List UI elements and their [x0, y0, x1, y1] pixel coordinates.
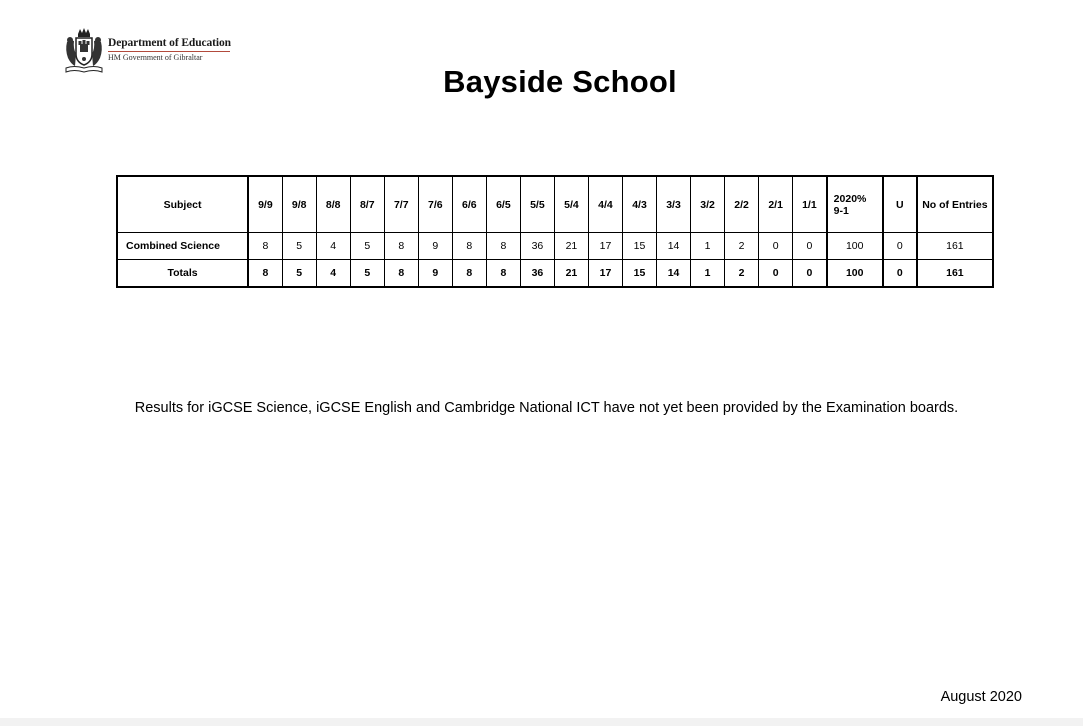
subject-cell: Combined Science [117, 233, 248, 260]
pass-percent-cell: 100 [827, 233, 883, 260]
grade-cell: 8 [384, 260, 418, 288]
grade-cell: 8 [452, 260, 486, 288]
grade-cell: 8 [486, 260, 520, 288]
pass-percent-cell: 100 [827, 260, 883, 288]
grade-cell: 8 [384, 233, 418, 260]
column-header-grade: 5/4 [554, 176, 588, 233]
grade-cell: 21 [554, 260, 588, 288]
grade-cell: 8 [248, 233, 282, 260]
column-header-grade: 9/8 [282, 176, 316, 233]
grade-cell: 8 [486, 233, 520, 260]
grade-cell: 5 [350, 260, 384, 288]
table-header-row [117, 176, 993, 233]
column-header-ungraded: U [883, 176, 917, 233]
grade-cell: 4 [316, 233, 350, 260]
column-header-grade: 9/9 [248, 176, 282, 233]
column-header-grade: 6/5 [486, 176, 520, 233]
column-header-grade: 2/2 [725, 176, 759, 233]
grade-cell: 15 [622, 233, 656, 260]
column-header-grade: 5/5 [520, 176, 554, 233]
grade-cell: 5 [282, 260, 316, 288]
grade-cell: 15 [622, 260, 656, 288]
grade-cell: 14 [657, 233, 691, 260]
grade-cell: 9 [418, 233, 452, 260]
grade-cell: 8 [248, 260, 282, 288]
column-header-subject: Subject [117, 176, 248, 233]
column-header-entries: No of Entries [917, 176, 993, 233]
pass-percent-range: 9-1 [833, 204, 849, 217]
results-table [116, 175, 994, 288]
column-header-grade: 6/6 [452, 176, 486, 233]
grade-cell: 2 [725, 233, 759, 260]
report-date: August 2020 [940, 689, 1022, 705]
entries-cell: 161 [917, 233, 993, 260]
grade-cell: 0 [759, 233, 793, 260]
grade-cell: 0 [759, 260, 793, 288]
grade-cell: 36 [520, 233, 554, 260]
logo-divider [108, 51, 230, 52]
ungraded-cell: 0 [883, 233, 917, 260]
column-header-grade: 4/3 [622, 176, 656, 233]
pass-percent-year: 2020% [833, 192, 867, 205]
results-note: Results for iGCSE Science, iGCSE English and Cambridge National ICT have not yet been provided by the Examination boards. [134, 400, 959, 416]
column-header-grade: 7/7 [384, 176, 418, 233]
entries-cell: 161 [917, 260, 993, 288]
totals-label-cell: Totals [117, 260, 248, 288]
ungraded-cell: 0 [883, 260, 917, 288]
totals-row [117, 260, 993, 288]
grade-cell: 17 [588, 233, 622, 260]
grade-cell: 1 [691, 260, 725, 288]
column-header-grade: 2/1 [759, 176, 793, 233]
grade-cell: 0 [793, 233, 827, 260]
page-title: Bayside School [443, 64, 677, 99]
grade-cell: 5 [282, 233, 316, 260]
grade-cell: 8 [452, 233, 486, 260]
grade-cell: 17 [588, 260, 622, 288]
grade-cell: 36 [520, 260, 554, 288]
grade-cell: 2 [725, 260, 759, 288]
column-header-grade: 3/3 [657, 176, 691, 233]
column-header-pass-percent [827, 176, 883, 233]
column-header-grade: 1/1 [793, 176, 827, 233]
grade-cell: 1 [691, 233, 725, 260]
grade-cell: 21 [554, 233, 588, 260]
column-header-grade: 4/4 [588, 176, 622, 233]
grade-cell: 14 [657, 260, 691, 288]
column-header-grade: 8/7 [350, 176, 384, 233]
grade-cell: 0 [793, 260, 827, 288]
department-logo-text [108, 37, 231, 62]
table-row [117, 233, 993, 260]
column-header-grade: 8/8 [316, 176, 350, 233]
grade-cell: 9 [418, 260, 452, 288]
page-bottom-edge [0, 718, 1083, 726]
column-header-grade: 3/2 [691, 176, 725, 233]
grade-cell: 4 [316, 260, 350, 288]
department-name: Department of Education [108, 36, 231, 49]
grade-cell: 5 [350, 233, 384, 260]
department-subtitle: HM Government of Gibraltar [108, 52, 203, 62]
column-header-grade: 7/6 [418, 176, 452, 233]
